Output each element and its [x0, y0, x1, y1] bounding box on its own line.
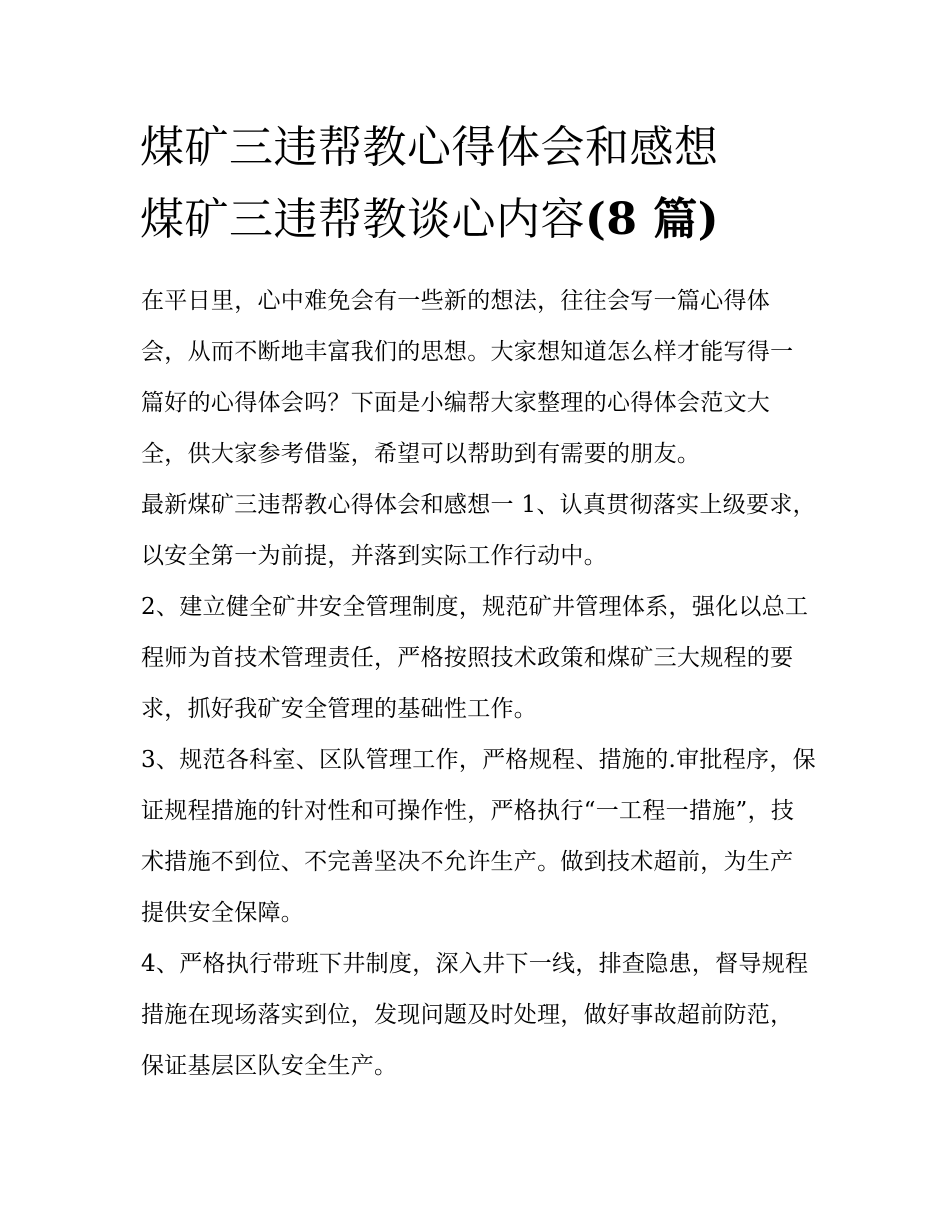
paragraph-item-4: 4、严格执行带班下井制度，深入井下一线，排查隐患，督导规程措施在现场落实到位，发现问题及时处理，做好事故超前防范，保证基层区队安全生产。	[141, 951, 809, 1079]
document-body	[141, 276, 816, 1092]
title-count: (8 篇)	[585, 194, 720, 245]
paragraph-item-2: 2、建立健全矿井安全管理制度，规范矿井管理体系，强化以总工程师为首技术管理责任，严格按照技术政策和煤矿三大规程的要求，抓好我矿安全管理的基础性工作。	[141, 594, 809, 722]
intro-paragraph: 在平日里，心中难免会有一些新的想法，往往会写一篇心得体会，从而不断地丰富我们的思想。大家想知道怎么样才能写得一篇好的心得体会吗？下面是小编帮大家整理的心得体会范文大全，供大家参考借鉴，希望可以帮助到有需要的朋友。	[141, 288, 794, 467]
document-title	[140, 112, 830, 256]
title-line-1: 煤矿三违帮教心得体会和感想	[140, 122, 719, 173]
title-line-2: 煤矿三违帮教谈心内容	[140, 194, 585, 245]
paragraph-item-3: 3、规范各科室、区队管理工作，严格规程、措施的.审批程序，保证规程措施的针对性和可操作性，严格执行“一工程一措施”，技术措施不到位、不完善坚决不允许生产。做到技术超前，为生产提供安全保障。	[141, 747, 816, 926]
paragraph-item-1: 最新煤矿三违帮教心得体会和感想一 1、认真贯彻落实上级要求，以安全第一为前提，并落到实际工作行动中。	[141, 492, 816, 569]
